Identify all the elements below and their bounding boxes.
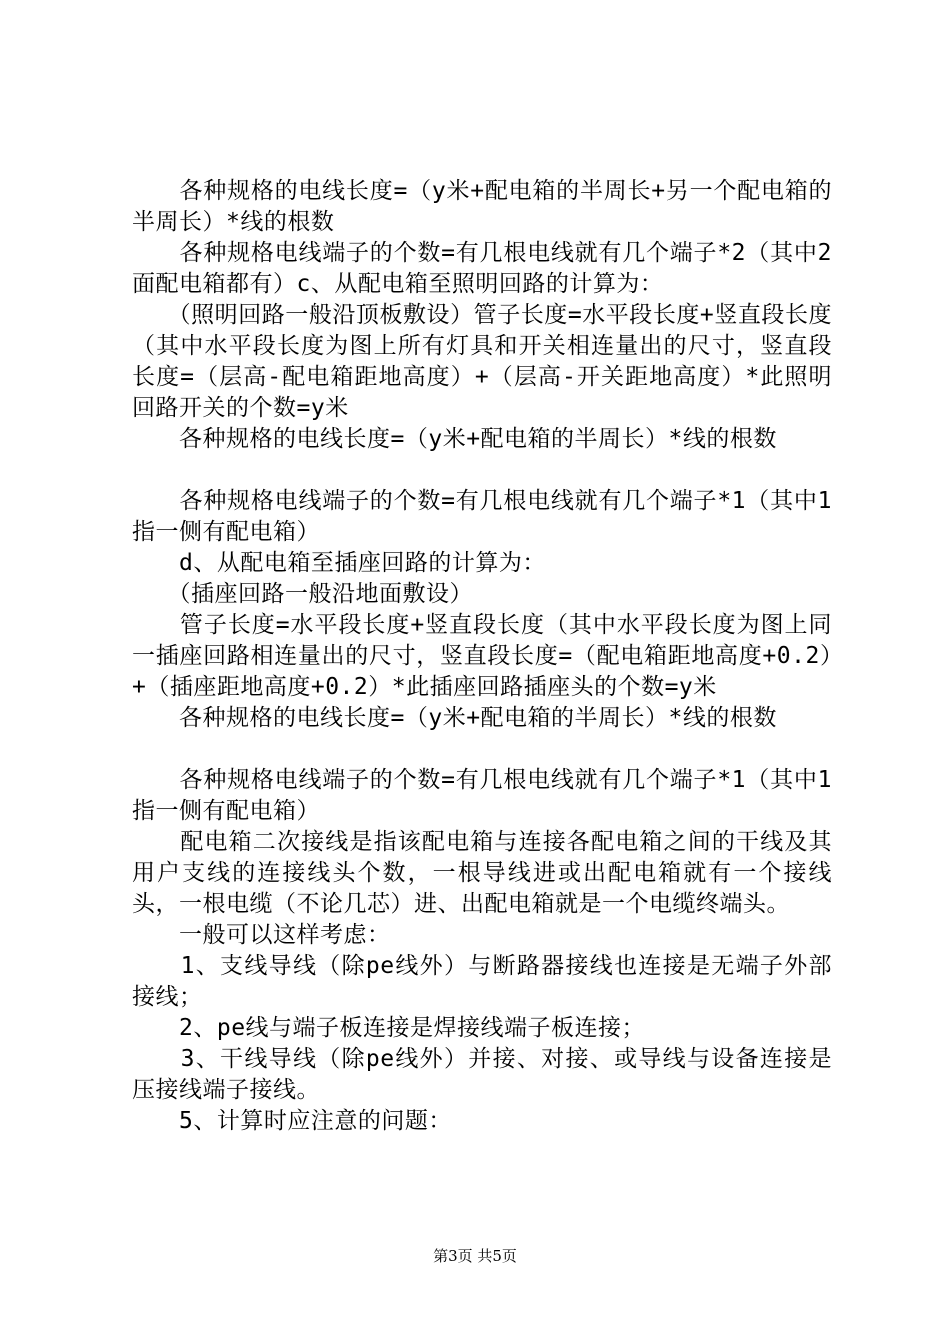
paragraph-item-2: 2、pe线与端子板连接是焊接线端子板连接； bbox=[132, 1015, 646, 1041]
paragraph-socket-wire-length: 各种规格的电线长度=（y米+配电箱的半周长）*线的根数 bbox=[132, 705, 777, 731]
paragraph-lighting-wire-terminals: 各种规格电线端子的个数=有几根电线就有几个端子*1（其中1指一侧有配电箱） bbox=[132, 488, 832, 545]
paragraph-lighting-wire-length: 各种规格的电线长度=（y米+配电箱的半周长）*线的根数 bbox=[132, 426, 777, 452]
paragraph-socket-pipe-length: 管子长度=水平段长度+竖直段长度（其中水平段长度为图上同一插座回路相连量出的尺寸，竖直段长度=（配电箱距地高度+0.2）+（插座距地高度+0.2）*此插座回路插座头的个数=y米 bbox=[132, 612, 832, 700]
paragraph-item-3: 3、干线导线（除pe线外）并接、对接、或导线与设备连接是压接线端子接线。 bbox=[132, 1046, 832, 1103]
paragraph-socket-laying-note: （插座回路一般沿地面敷设） bbox=[132, 581, 473, 607]
document-body bbox=[132, 176, 832, 1137]
paragraph-socket-wire-terminals: 各种规格电线端子的个数=有几根电线就有几个端子*1（其中1指一侧有配电箱） bbox=[132, 767, 832, 824]
paragraph-lighting-pipe-length: （照明回路一般沿顶板敷设）管子长度=水平段长度+竖直段长度（其中水平段长度为图上所有灯具和开关相连量出的尺寸，竖直段长度=（层高-配电箱距地高度）+（层高-开关距地高度）*此照明回路开关的个数=y米 bbox=[132, 302, 832, 421]
paragraph-general-consideration: 一般可以这样考虑： bbox=[132, 922, 391, 948]
paragraph-item-1: 1、支线导线（除pe线外）与断路器接线也连接是无端子外部接线； bbox=[132, 953, 832, 1010]
paragraph-wire-terminals-two-boxes: 各种规格电线端子的个数=有几根电线就有几个端子*2（其中2面配电箱都有）c、从配电箱至照明回路的计算为： bbox=[132, 240, 832, 297]
paragraph-secondary-wiring: 配电箱二次接线是指该配电箱与连接各配电箱之间的干线及其用户支线的连接线头个数，一根导线进或出配电箱就有一个接线头，一根电缆（不论几芯）进、出配电箱就是一个电缆终端头。 bbox=[132, 829, 832, 917]
paragraph-wire-length-two-boxes: 各种规格的电线长度=（y米+配电箱的半周长+另一个配电箱的半周长）*线的根数 bbox=[132, 178, 832, 235]
page-footer: 第3页 共5页 bbox=[433, 1247, 517, 1265]
paragraph-socket-circuit-heading: d、从配电箱至插座回路的计算为： bbox=[132, 550, 546, 576]
paragraph-item-5: 5、计算时应注意的问题： bbox=[132, 1108, 452, 1134]
